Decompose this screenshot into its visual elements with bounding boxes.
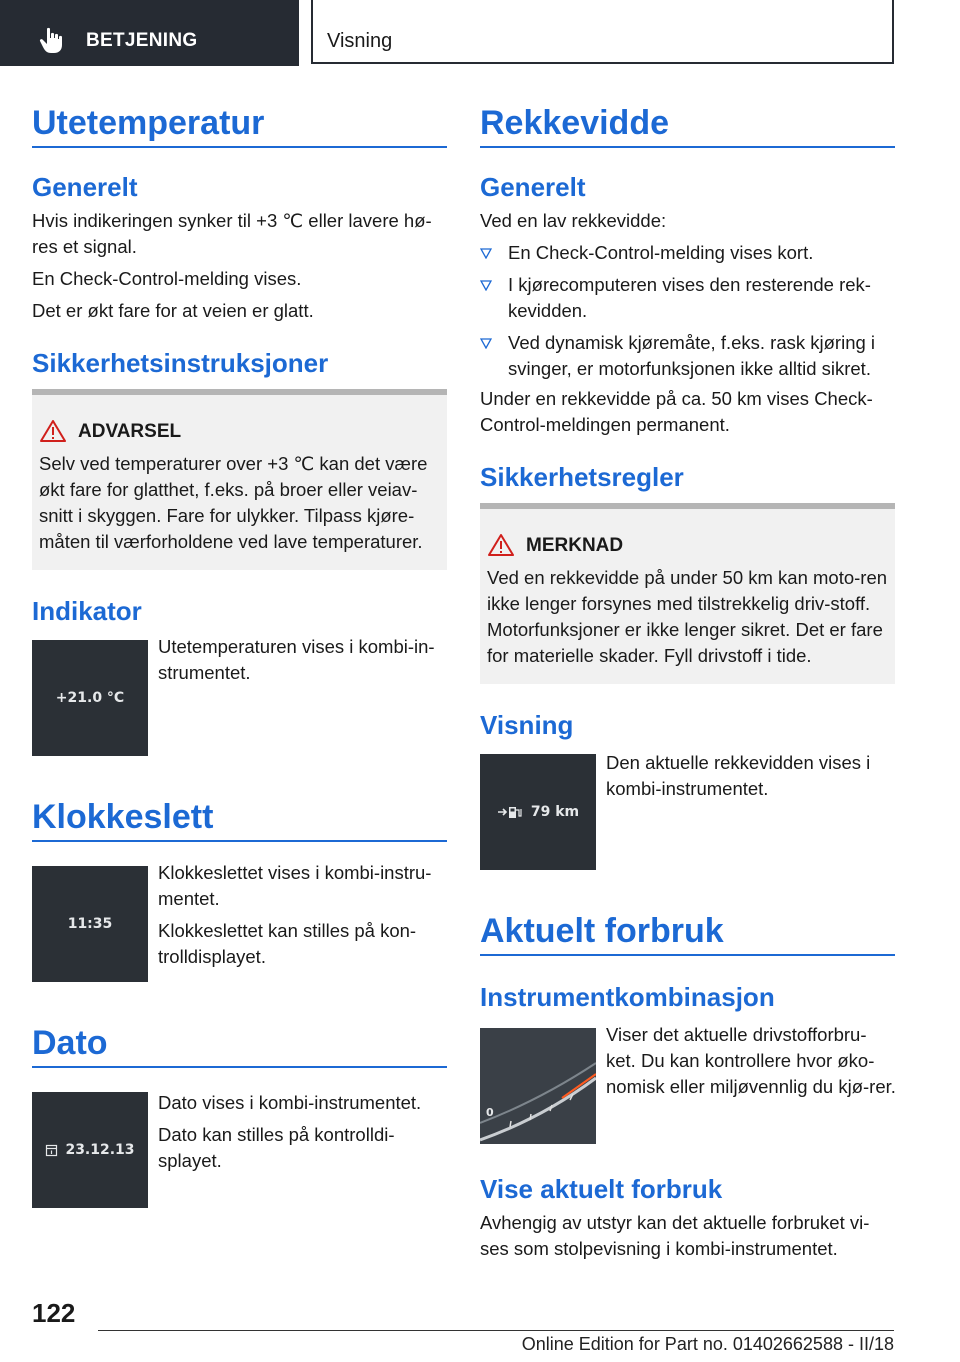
consumption-gauge-image bbox=[480, 1028, 596, 1144]
heading-rule bbox=[32, 840, 447, 842]
note-text: Ved en rekkevidde på under 50 km kan moto-ren ikke lenger forsynes med tilstrekkelig driv-stoff. Motorfunksjoner er ikke lenger sikret. Det er fare for materielle skader. Fyll drivstoff i tide. bbox=[487, 567, 888, 666]
paragraph: Dato kan stilles på kontrolldi-splayet. bbox=[158, 1124, 395, 1171]
heading-vise-aktuelt-forbruk: Vise aktuelt forbruk bbox=[480, 1174, 723, 1204]
paragraph: Ved en lav rekkevidde: bbox=[480, 210, 667, 231]
paragraph: Dato vises i kombi-instrumentet. bbox=[158, 1092, 422, 1113]
gauge-zero-label: 0 bbox=[486, 1106, 494, 1119]
warning-box bbox=[32, 389, 447, 570]
note-title: MERKNAD bbox=[526, 535, 624, 556]
paragraph: Hvis indikeringen synker til +3 ℃ eller lavere hø-res et signal. bbox=[32, 210, 432, 257]
page-number: 122 bbox=[32, 1298, 76, 1328]
warning-title: ADVARSEL bbox=[78, 421, 182, 442]
list-item-text: En Check-Control-melding vises kort. bbox=[508, 242, 814, 263]
heading-rule bbox=[32, 146, 447, 148]
footer-rule bbox=[98, 1330, 894, 1331]
paragraph: Klokkeslettet kan stilles på kon-trolldisplayet. bbox=[158, 920, 417, 967]
bullet-triangle-icon bbox=[480, 337, 492, 349]
date-display-image bbox=[32, 1092, 148, 1208]
warning-text: Selv ved temperaturer over +3 ℃ kan det være økt fare for glatthet, f.eks. på broer eller veiav-snitt i skyggen. Fare for ulykker. Tilpass kjøre-måten til værforholdene ved lave temperaturer. bbox=[39, 453, 428, 552]
heading-rule bbox=[480, 954, 895, 956]
heading-rule bbox=[480, 146, 895, 148]
heading-utetemperatur: Utetemperatur bbox=[32, 104, 265, 142]
note-box bbox=[480, 503, 895, 684]
range-display-image bbox=[480, 754, 596, 870]
heading-klokkeslett: Klokkeslett bbox=[32, 798, 214, 836]
heading-generelt: Generelt bbox=[480, 172, 586, 202]
temperature-display-image bbox=[32, 640, 148, 756]
paragraph: Utetemperaturen vises i kombi-in-strumentet. bbox=[158, 636, 435, 683]
paragraph: Klokkeslettet vises i kombi-instru-mentet. bbox=[158, 862, 432, 909]
section-tab bbox=[0, 0, 299, 66]
gauge-dial-icon bbox=[480, 1028, 596, 1144]
warning-triangle-icon bbox=[40, 419, 66, 443]
paragraph: En Check-Control-melding vises. bbox=[32, 268, 302, 289]
edition-text: Online Edition for Part no. 01402662588 - II/18 bbox=[521, 1334, 894, 1354]
date-value: 23.12.13 bbox=[65, 1142, 135, 1158]
heading-dato: Dato bbox=[32, 1024, 108, 1062]
heading-instrumentkombinasjon: Instrumentkombinasjon bbox=[480, 982, 775, 1012]
fuel-pump-icon bbox=[497, 805, 523, 819]
heading-sikkerhetsregler: Sikkerhetsregler bbox=[480, 462, 684, 492]
paragraph: Viser det aktuelle drivstofforbru-ket. Du kan kontrollere hvor øko-nomisk eller miljøvennlig du kjø-rer. bbox=[606, 1024, 896, 1097]
heading-rekkevidde: Rekkevidde bbox=[480, 104, 669, 142]
paragraph: Avhengig av utstyr kan det aktuelle forbruket vi-ses som stolpevisning i kombi-instrumentet. bbox=[480, 1212, 870, 1259]
bullet-triangle-icon bbox=[480, 247, 492, 259]
warning-triangle-icon bbox=[488, 533, 514, 557]
heading-generelt: Generelt bbox=[32, 172, 138, 202]
heading-visning: Visning bbox=[480, 710, 574, 740]
calendar-icon bbox=[45, 1143, 59, 1157]
subsection-tab bbox=[311, 0, 894, 64]
section-title: BETJENING bbox=[86, 30, 198, 51]
hand-pointer-icon bbox=[38, 26, 66, 54]
temperature-value: +21.0 °C bbox=[55, 690, 125, 706]
heading-rule bbox=[32, 1066, 447, 1068]
clock-value: 11:35 bbox=[67, 916, 113, 932]
heading-aktuelt-forbruk: Aktuelt forbruk bbox=[480, 912, 724, 950]
subsection-title: Visning bbox=[327, 30, 393, 52]
list-item-text: I kjørecomputeren vises den resterende rek-kevidden. bbox=[508, 274, 871, 321]
paragraph: Den aktuelle rekkevidden vises i kombi-instrumentet. bbox=[606, 752, 871, 799]
heading-sikkerhetsinstruksjoner: Sikkerhetsinstruksjoner bbox=[32, 348, 329, 378]
page-header bbox=[0, 0, 960, 66]
clock-display-image bbox=[32, 866, 148, 982]
paragraph: Under en rekkevidde på ca. 50 km vises Check-Control-meldingen permanent. bbox=[480, 388, 873, 435]
heading-indikator: Indikator bbox=[32, 596, 142, 626]
paragraph: Det er økt fare for at veien er glatt. bbox=[32, 300, 314, 321]
bullet-triangle-icon bbox=[480, 279, 492, 291]
range-value: 79 km bbox=[530, 804, 580, 820]
list-item-text: Ved dynamisk kjøremåte, f.eks. rask kjøring i svinger, er motorfunksjonen ikke alltid sikret. bbox=[508, 332, 876, 379]
